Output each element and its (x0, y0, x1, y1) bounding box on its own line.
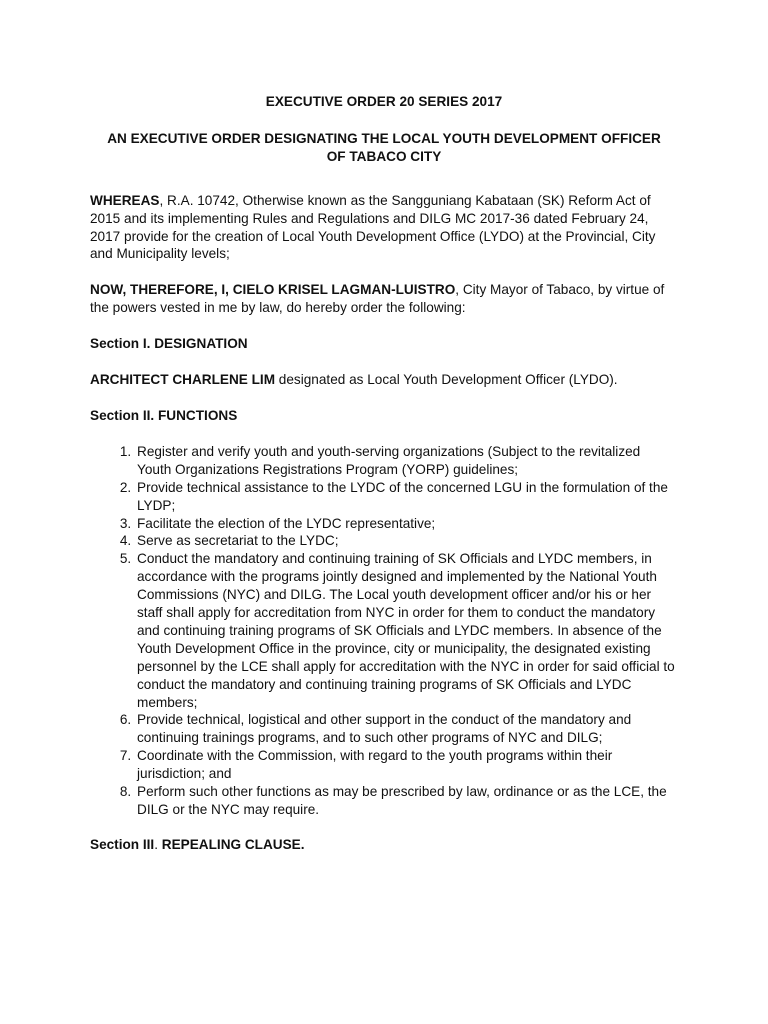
function-item: 6. Provide technical, logistical and other support in the conduct of the mandatory and continuing trainings programs, and to such other programs of NYC and DILG; (135, 711, 678, 747)
now-therefore-text: , City Mayor of Tabaco, by virtue of the powers vested in me by law, do hereby order the following: (90, 282, 665, 316)
now-therefore-lead: NOW, THEREFORE, I, CIELO KRISEL LAGMAN-LUISTRO (90, 282, 456, 298)
function-item: 3. Facilitate the election of the LYDC representative; (135, 515, 678, 533)
function-item: 4. Serve as secretariat to the LYDC; (135, 532, 678, 550)
section-3-title: REPEALING CLAUSE. (158, 836, 305, 852)
functions-list (90, 443, 678, 819)
section-1-lead: ARCHITECT CHARLENE LIM (90, 372, 276, 388)
document-subtitle: AN EXECUTIVE ORDER DESIGNATING THE LOCAL YOUTH DEVELOPMENT OFFICER OF TABACO CITY (107, 130, 661, 164)
section-1-text: designated as Local Youth Development Officer (LYDO). (275, 372, 618, 388)
function-item: 8. Perform such other functions as may be prescribed by law, ordinance or as the LCE, the DILG or the NYC may require. (135, 783, 678, 819)
whereas-paragraph (90, 192, 678, 264)
section-3-heading (90, 836, 678, 854)
section-3-dot: . (154, 836, 158, 852)
function-item: 5. Conduct the mandatory and continuing training of SK Officials and LYDC members, in accordance with the programs jointly designed and implemented by the National Youth Commissions (NYC) and DILG. The Local youth development officer and/or his or her staff shall apply for accreditation from NYC in order for them to conduct the mandatory and continuing training programs of SK Officials and LYDC members. In absence of the Youth Development Office in the province, city or municipality, the designated existing personnel by the LCE shall apply for accreditation with the NYC in order for said official to conduct the mandatory and continuing training programs of SK Officials and LYDC members; (135, 550, 678, 711)
function-item: 2. Provide technical assistance to the LYDC of the concerned LGU in the formulation of the LYDP; (135, 479, 678, 515)
now-therefore-paragraph (90, 281, 678, 317)
whereas-text: , R.A. 10742, Otherwise known as the Sangguniang Kabataan (SK) Reform Act of 2015 and its implementing Rules and Regulations and DILG MC 2017-36 dated February 24, 2017 provide for the creation of Local Youth Development Office (LYDO) at the Provincial, City and Municipality levels; (90, 192, 656, 262)
section-1-heading: Section I. DESIGNATION (90, 336, 248, 352)
function-item: 1. Register and verify youth and youth-serving organizations (Subject to the revitalized Youth Organizations Registrations Program (YORP) guidelines; (135, 443, 678, 479)
section-1-paragraph (90, 371, 678, 389)
section-2-heading: Section II. FUNCTIONS (90, 407, 238, 423)
function-item: 7. Coordinate with the Commission, with regard to the youth programs within their jurisdiction; and (135, 747, 678, 783)
section-3-prefix: Section III (90, 836, 155, 852)
document-title: EXECUTIVE ORDER 20 SERIES 2017 (265, 94, 503, 109)
whereas-lead: WHEREAS (90, 192, 160, 208)
